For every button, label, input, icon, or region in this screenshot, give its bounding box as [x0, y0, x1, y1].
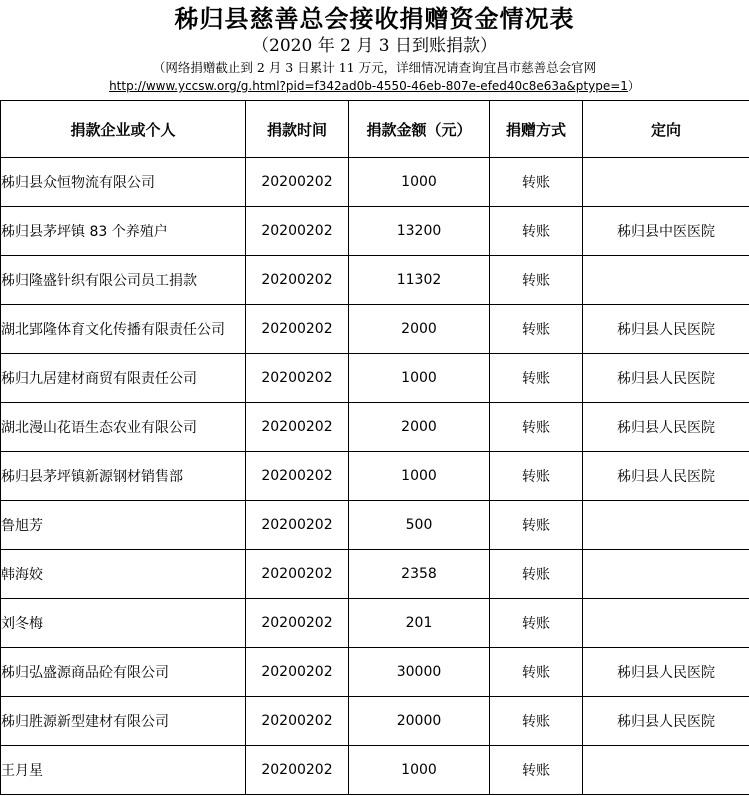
target-cell: 秭归县人民医院: [583, 305, 749, 354]
official-site-link[interactable]: http://www.yccsw.org/g.html?pid=f342ad0b-4550-46eb-807e-efed40c8e63a&ptype=1: [109, 79, 628, 93]
document-header: [0, 0, 749, 100]
date-cell: 20200202: [246, 550, 349, 599]
donor-cell: 秭归县众恒物流有限公司: [1, 158, 246, 207]
method-cell: 转账: [490, 501, 583, 550]
target-cell: 秭归县人民医院: [583, 452, 749, 501]
method-cell: 转账: [490, 305, 583, 354]
header-date: 捐款时间: [246, 101, 349, 158]
method-cell: 转账: [490, 550, 583, 599]
date-cell: 20200202: [246, 697, 349, 746]
date-cell: 20200202: [246, 305, 349, 354]
donor-cell: 秭归弘盛源商品砼有限公司: [1, 648, 246, 697]
method-cell: 转账: [490, 746, 583, 795]
table-row: [1, 256, 749, 305]
amount-cell: 201: [349, 599, 490, 648]
method-cell: 转账: [490, 256, 583, 305]
target-cell: 秭归县中医医院: [583, 207, 749, 256]
table-header-row: [1, 101, 749, 158]
table-row: [1, 599, 749, 648]
method-cell: 转账: [490, 648, 583, 697]
method-cell: 转账: [490, 158, 583, 207]
donor-cell: 王月星: [1, 746, 246, 795]
table-row: [1, 501, 749, 550]
donor-cell: 鲁旭芳: [1, 501, 246, 550]
amount-cell: 2358: [349, 550, 490, 599]
method-cell: 转账: [490, 354, 583, 403]
page-subtitle: （2020 年 2 月 3 日到账捐款）: [252, 36, 497, 56]
table-row: [1, 550, 749, 599]
target-cell: 秭归县人民医院: [583, 697, 749, 746]
target-cell: [583, 550, 749, 599]
amount-cell: 2000: [349, 403, 490, 452]
date-cell: 20200202: [246, 207, 349, 256]
online-donation-note: （网络捐赠截止到 2 月 3 日累计 11 万元，详细情况请查询宜昌市慈善总会官网: [152, 60, 597, 75]
donor-cell: 韩海姣: [1, 550, 246, 599]
amount-cell: 11302: [349, 256, 490, 305]
table-row: [1, 158, 749, 207]
donor-cell: 湖北漫山花语生态农业有限公司: [1, 403, 246, 452]
table-row: [1, 648, 749, 697]
method-cell: 转账: [490, 697, 583, 746]
amount-cell: 13200: [349, 207, 490, 256]
method-cell: 转账: [490, 403, 583, 452]
table-row: [1, 403, 749, 452]
table-row: [1, 746, 749, 795]
target-cell: [583, 501, 749, 550]
table-row: [1, 305, 749, 354]
target-cell: [583, 256, 749, 305]
amount-cell: 1000: [349, 746, 490, 795]
method-cell: 转账: [490, 207, 583, 256]
date-cell: 20200202: [246, 599, 349, 648]
date-cell: 20200202: [246, 648, 349, 697]
target-cell: 秭归县人民医院: [583, 354, 749, 403]
date-cell: 20200202: [246, 403, 349, 452]
url-suffix: ）: [627, 79, 640, 93]
donation-table: [0, 100, 749, 795]
amount-cell: 1000: [349, 354, 490, 403]
table-row: [1, 354, 749, 403]
donor-cell: 秭归九居建材商贸有限责任公司: [1, 354, 246, 403]
amount-cell: 30000: [349, 648, 490, 697]
header-method: 捐赠方式: [490, 101, 583, 158]
date-cell: 20200202: [246, 354, 349, 403]
target-cell: 秭归县人民医院: [583, 648, 749, 697]
header-amount: 捐款金额（元）: [349, 101, 490, 158]
table-row: [1, 452, 749, 501]
target-cell: [583, 158, 749, 207]
target-cell: 秭归县人民医院: [583, 403, 749, 452]
method-cell: 转账: [490, 452, 583, 501]
target-cell: [583, 746, 749, 795]
donor-cell: 秭归隆盛针织有限公司员工捐款: [1, 256, 246, 305]
amount-cell: 500: [349, 501, 490, 550]
donor-cell: 秭归胜源新型建材有限公司: [1, 697, 246, 746]
page-title: 秭归县慈善总会接收捐赠资金情况表: [174, 5, 575, 33]
table-row: [1, 207, 749, 256]
header-target: 定向: [583, 101, 749, 158]
date-cell: 20200202: [246, 501, 349, 550]
date-cell: 20200202: [246, 452, 349, 501]
donor-cell: 秭归县茅坪镇新源钢材销售部: [1, 452, 246, 501]
header-donor: 捐款企业或个人: [1, 101, 246, 158]
date-cell: 20200202: [246, 158, 349, 207]
amount-cell: 1000: [349, 158, 490, 207]
amount-cell: 1000: [349, 452, 490, 501]
url-line: [0, 78, 749, 95]
donor-cell: 刘冬梅: [1, 599, 246, 648]
date-cell: 20200202: [246, 746, 349, 795]
target-cell: [583, 599, 749, 648]
date-cell: 20200202: [246, 256, 349, 305]
amount-cell: 20000: [349, 697, 490, 746]
amount-cell: 2000: [349, 305, 490, 354]
table-row: [1, 697, 749, 746]
method-cell: 转账: [490, 599, 583, 648]
donor-cell: 湖北郢隆体育文化传播有限责任公司: [1, 305, 246, 354]
donor-cell: 秭归县茅坪镇 83 个养殖户: [1, 207, 246, 256]
